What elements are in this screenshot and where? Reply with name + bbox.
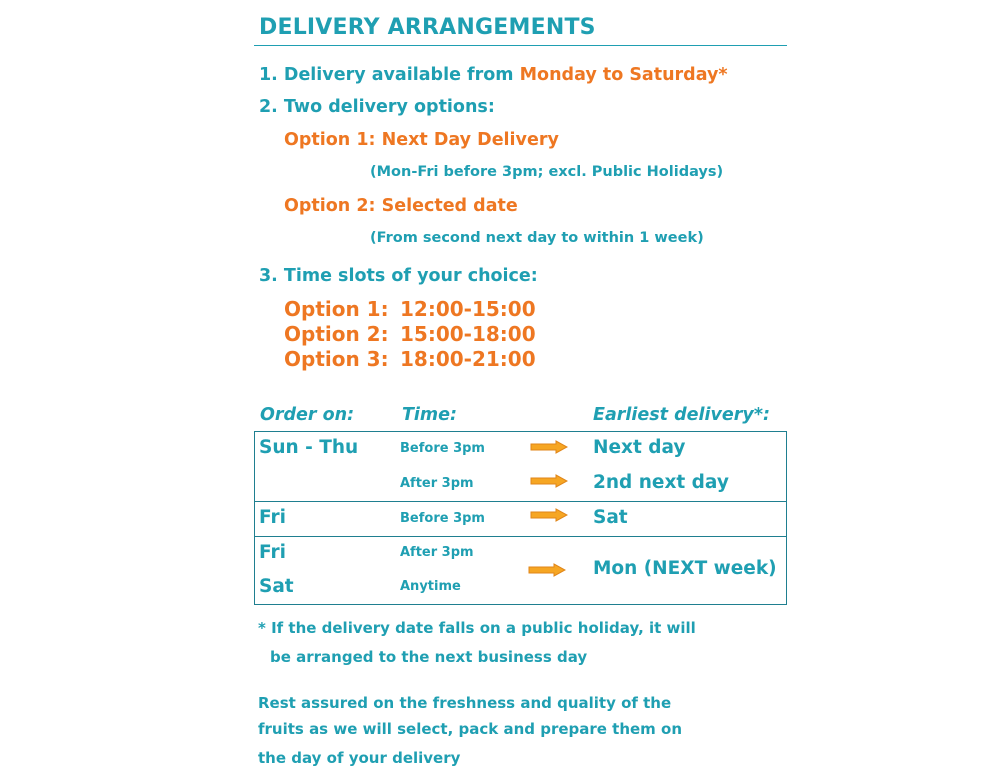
page-title: DELIVERY ARRANGEMENTS [259,15,596,40]
option2-label: Option 2: Selected date [284,196,518,216]
arrow-right-icon [530,440,568,454]
time-slot-1-label: Option 1: [284,297,389,321]
arrow-right-icon [530,508,568,522]
footnote-line-1: * If the delivery date falls on a public holiday, it will [258,619,696,637]
arrow-right-icon [530,474,568,488]
row2-delivery: 2nd next day [593,472,729,493]
footnote-line-2: be arranged to the next business day [270,648,588,666]
header-time: Time: [402,405,458,425]
delivery-options-heading: 2. Two delivery options: [259,97,495,117]
time-slot-2-label: Option 2: [284,322,389,346]
row3-time: Before 3pm [400,511,485,526]
closing-line-2: fruits as we will select, pack and prepare them on [258,720,683,738]
option2-note: (From second next day to within 1 week) [370,230,704,246]
closing-line-1: Rest assured on the freshness and quality of the [258,694,672,712]
header-order-on: Order on: [260,405,355,425]
delivery-days-line [259,65,728,85]
row4-time: After 3pm [400,545,474,560]
title-divider [254,45,787,46]
row3-order-day: Fri [259,507,286,528]
time-slot-2-time: 15:00-18:00 [400,322,536,346]
time-slot-3-time: 18:00-21:00 [400,347,536,371]
arrow-right-icon [528,563,566,577]
delivery-days-highlight: Monday to Saturday* [519,65,728,85]
row3-delivery: Sat [593,507,628,528]
closing-line-3: the day of your delivery [258,749,461,767]
time-slots-heading: 3. Time slots of your choice: [259,266,538,286]
delivery-days-prefix: 1. Delivery available from [259,65,520,85]
row1-time: Before 3pm [400,441,485,456]
row5-order-day: Sat [259,576,294,597]
row2-time: After 3pm [400,476,474,491]
option1-label: Option 1: Next Day Delivery [284,130,559,150]
row5-time: Anytime [400,579,461,594]
row1-delivery: Next day [593,437,686,458]
schedule-group-fri-before [254,501,787,537]
row1-order-day: Sun - Thu [259,437,359,458]
time-slot-3-label: Option 3: [284,347,389,371]
row5-delivery: Mon (NEXT week) [593,558,777,579]
time-slot-1-time: 12:00-15:00 [400,297,536,321]
row4-order-day: Fri [259,542,286,563]
header-earliest-delivery: Earliest delivery*: [593,405,770,425]
option1-note: (Mon-Fri before 3pm; excl. Public Holidays) [370,164,724,180]
